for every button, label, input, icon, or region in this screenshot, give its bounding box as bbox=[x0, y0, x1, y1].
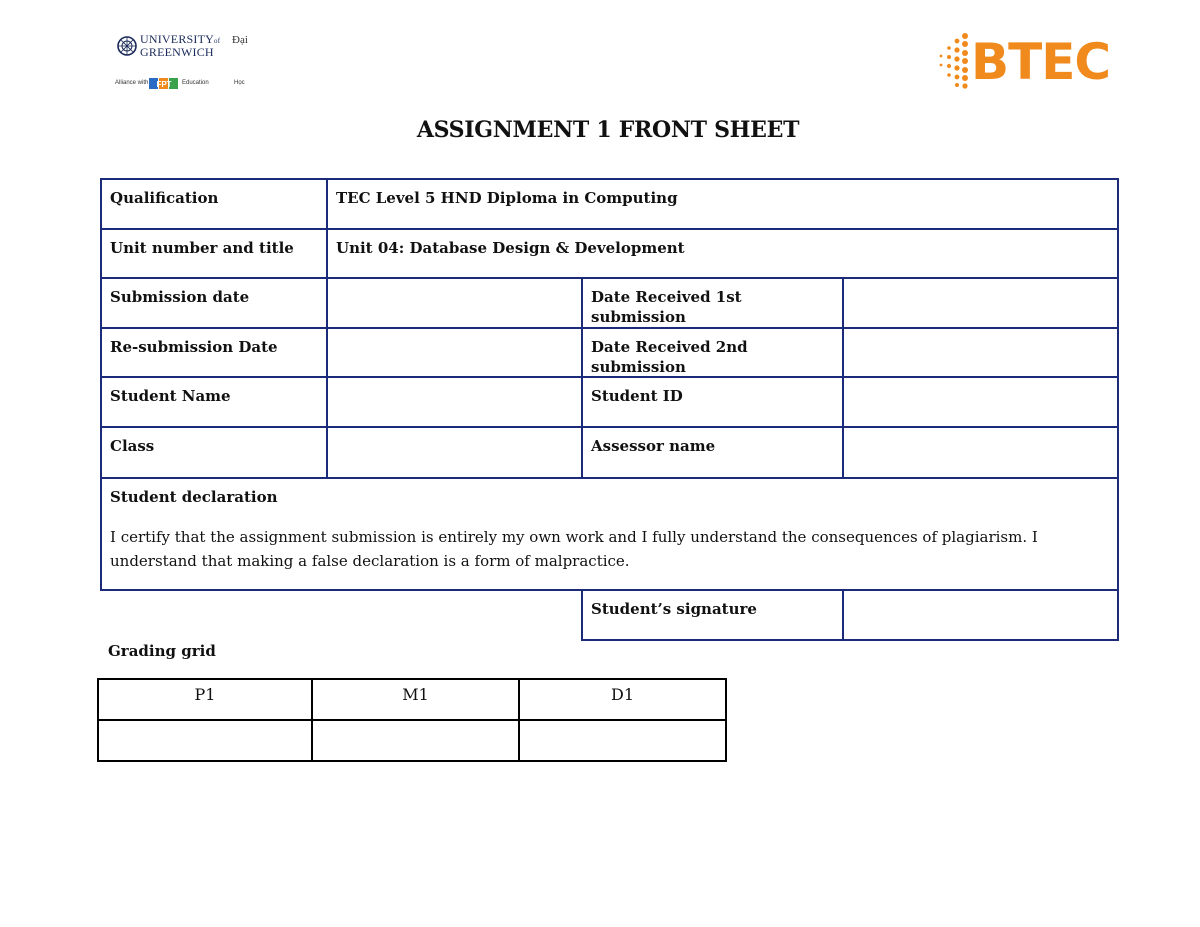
alliance-text: Alliance with bbox=[115, 80, 149, 86]
btec-wordmark: BTEC bbox=[971, 33, 1111, 91]
university-logo bbox=[112, 30, 272, 96]
date-received-1-label: Date Received 1st submission bbox=[581, 277, 844, 329]
submission-date-label: Submission date bbox=[100, 277, 328, 329]
declaration-text: I certify that the assignment submission is entirely my own work and I fully understand the consequences of plagiarism. I understand that making a false declaration is a form of malpractice. bbox=[110, 528, 1038, 570]
assessor-name-field[interactable] bbox=[842, 426, 1119, 479]
date-received-1-field[interactable] bbox=[842, 277, 1119, 329]
grade-header-m1: M1 bbox=[311, 678, 520, 721]
fpt-logo-icon bbox=[149, 77, 179, 90]
grade-cell-d1[interactable] bbox=[518, 719, 727, 762]
signature-field[interactable] bbox=[842, 589, 1119, 641]
university-name: UNIVERSITYof GREENWICH bbox=[140, 32, 221, 59]
grade-cell-m1[interactable] bbox=[311, 719, 520, 762]
date-received-2-field[interactable] bbox=[842, 327, 1119, 378]
class-label: Class bbox=[100, 426, 328, 479]
student-name-field[interactable] bbox=[326, 376, 583, 428]
university-crest-icon bbox=[117, 34, 137, 58]
assessor-name-label: Assessor name bbox=[581, 426, 844, 479]
resubmission-date-field[interactable] bbox=[326, 327, 583, 378]
declaration-title: Student declaration bbox=[110, 488, 278, 506]
grade-cell-p1[interactable] bbox=[97, 719, 313, 762]
btec-logo bbox=[935, 32, 1125, 92]
class-field[interactable] bbox=[326, 426, 583, 479]
qualification-value: TEC Level 5 HND Diploma in Computing bbox=[326, 178, 1119, 230]
student-declaration bbox=[100, 477, 1119, 591]
unit-value: Unit 04: Database Design & Development bbox=[326, 228, 1119, 279]
page-title: ASSIGNMENT 1 FRONT SHEET bbox=[416, 117, 800, 143]
fpt-logo-text: FPT bbox=[156, 80, 172, 89]
student-id-label: Student ID bbox=[581, 376, 844, 428]
qualification-label: Qualification bbox=[100, 178, 328, 230]
partner-name: Đại bbox=[232, 34, 248, 46]
grade-header-d1: D1 bbox=[518, 678, 727, 721]
resubmission-date-label: Re-submission Date bbox=[100, 327, 328, 378]
hoc-text: Học bbox=[234, 80, 245, 86]
student-name-label: Student Name bbox=[100, 376, 328, 428]
education-text: Education bbox=[182, 80, 209, 86]
submission-date-field[interactable] bbox=[326, 277, 583, 329]
grade-header-p1: P1 bbox=[97, 678, 313, 721]
date-received-2-label: Date Received 2nd submission bbox=[581, 327, 844, 378]
signature-label: Student’s signature bbox=[581, 589, 844, 641]
grading-grid-label: Grading grid bbox=[108, 642, 216, 660]
student-id-field[interactable] bbox=[842, 376, 1119, 428]
unit-label: Unit number and title bbox=[100, 228, 328, 279]
